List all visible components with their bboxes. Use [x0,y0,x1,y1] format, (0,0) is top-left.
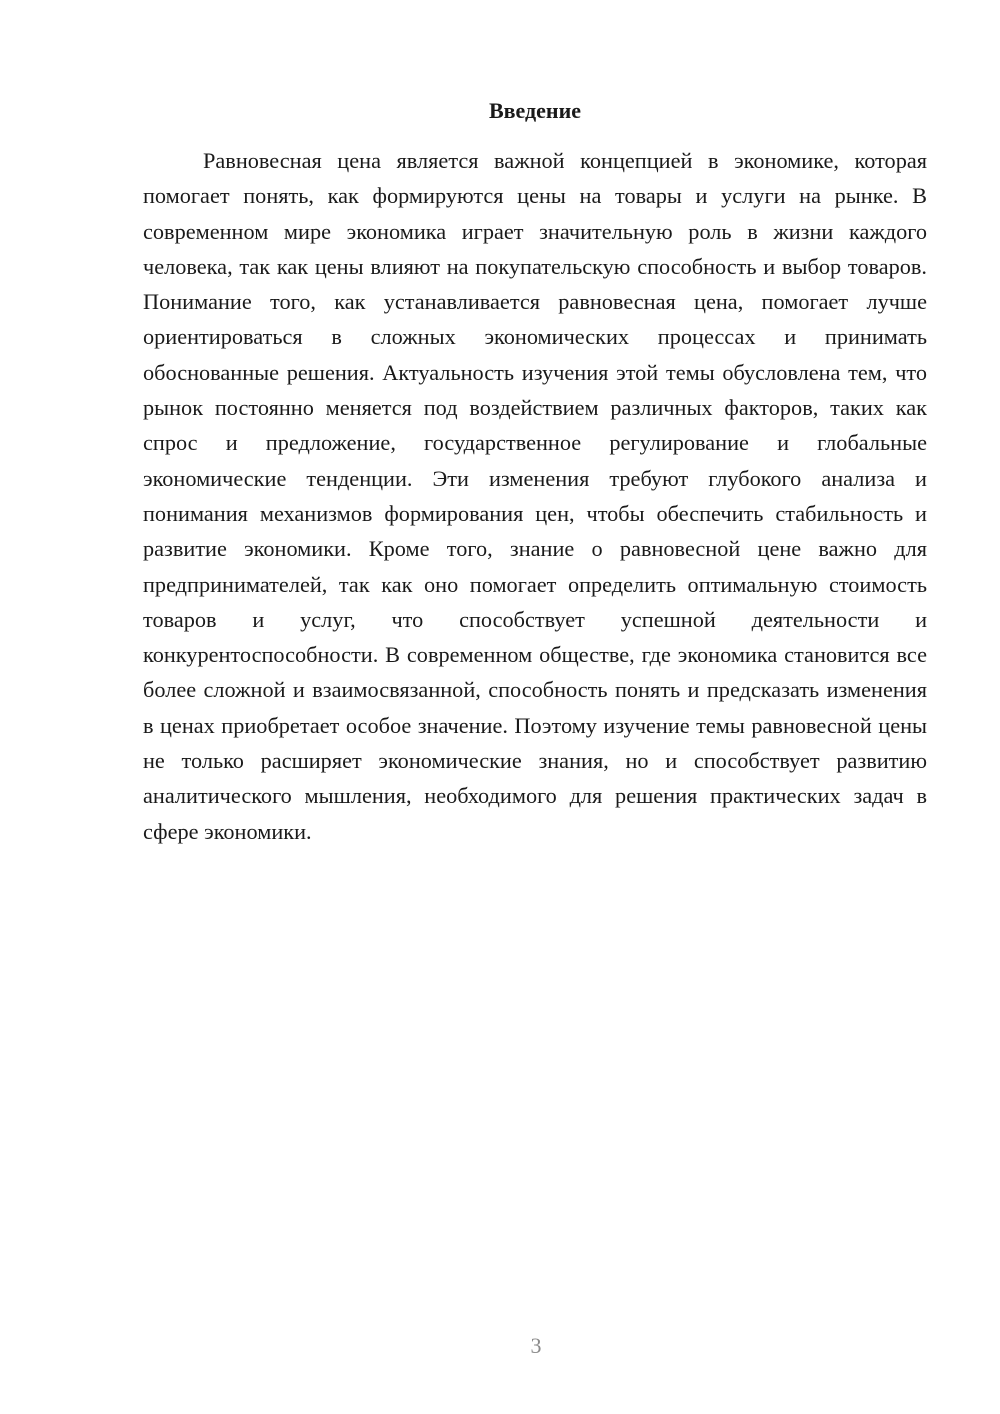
page-number: 3 [530,1333,542,1358]
body-paragraph: Равновесная цена является важной концепцией в экономике, которая помогает понять, как формируются цены на товары и услуги на рынке. В современном мире экономика играет значительную роль в жизни каждого человека, так как цены влияют на покупательскую способность и выбор товаров. Понимание того, как устанавливается равновесная цена, помогает лучше ориентироваться в сложных экономических процессах и принимать обоснованные решения. Актуальность изучения этой темы обусловлена тем, что рынок постоянно меняется под воздействием различных факторов, таких как спрос и предложение, государственное регулирование и глобальные экономические тенденции. Эти изменения требуют глубокого анализа и понимания механизмов формирования цен, чтобы обеспечить стабильность и развитие экономики. Кроме того, знание о равновесной цене важно для предпринимателей, так как оно помогает определить оптимальную стоимость товаров и услуг, что способствует успешной деятельности и конкурентоспособности. В современном обществе, где экономика становится все более сложной и взаимосвязанной, способность понять и предсказать изменения в ценах приобретает особое значение. Поэтому изучение темы равновесной цены не только расширяет экономические знания, но и способствует развитию аналитического мышления, необходимого для решения практических задач в сфере экономики. [143,148,927,844]
section-heading: Введение [488,98,582,123]
